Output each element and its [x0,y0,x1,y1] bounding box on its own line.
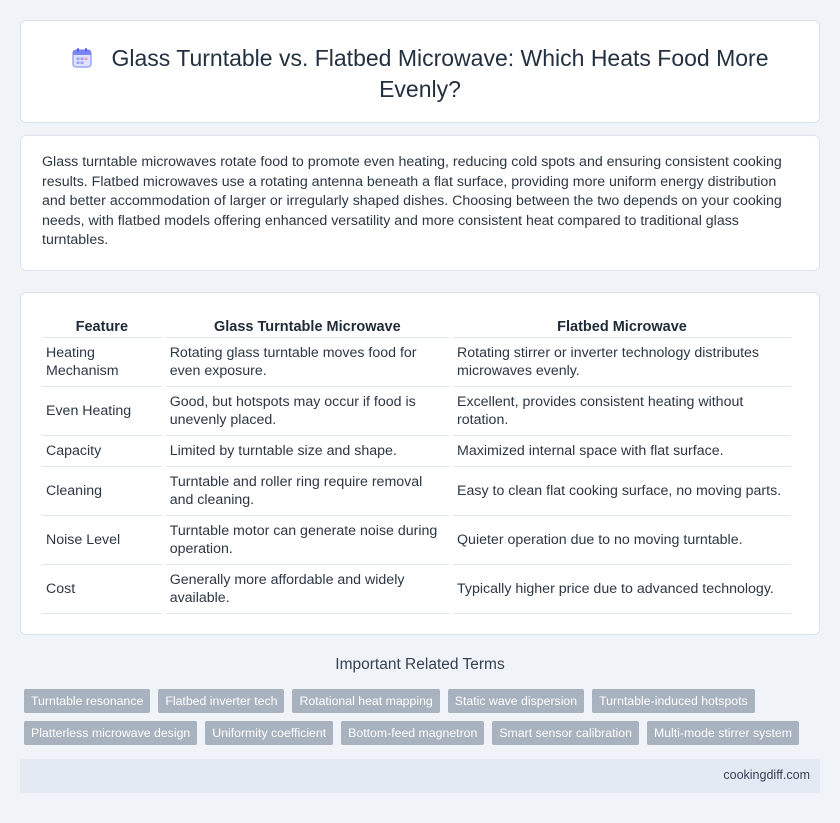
calendar-icon [71,47,93,69]
intro-card [20,135,820,271]
turntable-cell: Good, but hotspots may occur if food is unevenly placed. [166,387,449,436]
turntable-cell: Generally more affordable and widely available. [166,565,449,614]
comparison-card [20,292,820,635]
table-row [42,565,791,614]
intro-paragraph: Glass turntable microwaves rotate food to promote even heating, reducing cold spots and ensuring consistent cooking results. Flatbed microwaves use a rotating antenna beneath a flat surface, providing more uniform energy distribution and better accommodation of larger or irregularly shaped dishes. Choosing between the two depends on your cooking needs, with flatbed models offering enhanced versatility and more consistent heat compared to traditional glass turntables. [42,154,782,249]
feature-cell: Cleaning [42,467,162,516]
table-row [42,387,791,436]
flatbed-cell: Excellent, provides consistent heating without rotation. [453,387,791,436]
header-feature: Feature [42,315,162,338]
footer-site-link[interactable]: cookingdiff.com [723,768,810,782]
feature-cell: Capacity [42,436,162,467]
tag-row [24,689,804,713]
footer [20,759,820,793]
tag-turntable-resonance[interactable]: Turntable resonance [24,689,150,713]
table-row [42,338,791,387]
flatbed-cell: Maximized internal space with flat surface. [453,436,791,467]
flatbed-cell: Quieter operation due to no moving turntable. [453,516,791,565]
tag-flatbed-inverter-tech[interactable]: Flatbed inverter tech [158,689,284,713]
page-title: Glass Turntable vs. Flatbed Microwave: Which Heats Food More Evenly? [111,45,769,102]
tag-platterless-microwave-design[interactable]: Platterless microwave design [24,721,197,745]
tag-smart-sensor-calibration[interactable]: Smart sensor calibration [492,721,639,745]
table-row [42,516,791,565]
comparison-table [38,315,795,614]
table-row [42,467,791,516]
table-row [42,436,791,467]
tag-turntable-induced-hotspots[interactable]: Turntable-induced hotspots [592,689,755,713]
flatbed-cell: Rotating stirrer or inverter technology distributes microwaves evenly. [453,338,791,387]
feature-cell: Even Heating [42,387,162,436]
tag-rotational-heat-mapping[interactable]: Rotational heat mapping [292,689,439,713]
tag-row [24,721,804,745]
turntable-cell: Turntable motor can generate noise during operation. [166,516,449,565]
related-terms-title: Important Related Terms [335,656,505,673]
tag-multi-mode-stirrer-system[interactable]: Multi-mode stirrer system [647,721,799,745]
title-card [20,20,820,123]
related-terms-tags [24,689,804,753]
turntable-cell: Turntable and roller ring require removal and cleaning. [166,467,449,516]
feature-cell: Heating Mechanism [42,338,162,387]
turntable-cell: Rotating glass turntable moves food for even exposure. [166,338,449,387]
flatbed-cell: Typically higher price due to advanced technology. [453,565,791,614]
feature-cell: Cost [42,565,162,614]
tag-bottom-feed-magnetron[interactable]: Bottom-feed magnetron [341,721,484,745]
header-flatbed: Flatbed Microwave [453,315,791,338]
flatbed-cell: Easy to clean flat cooking surface, no moving parts. [453,467,791,516]
turntable-cell: Limited by turntable size and shape. [166,436,449,467]
header-glass-turntable: Glass Turntable Microwave [166,315,449,338]
tag-static-wave-dispersion[interactable]: Static wave dispersion [448,689,584,713]
feature-cell: Noise Level [42,516,162,565]
table-header-row [42,315,791,338]
title-row [21,43,819,105]
tag-uniformity-coefficient[interactable]: Uniformity coefficient [205,721,333,745]
